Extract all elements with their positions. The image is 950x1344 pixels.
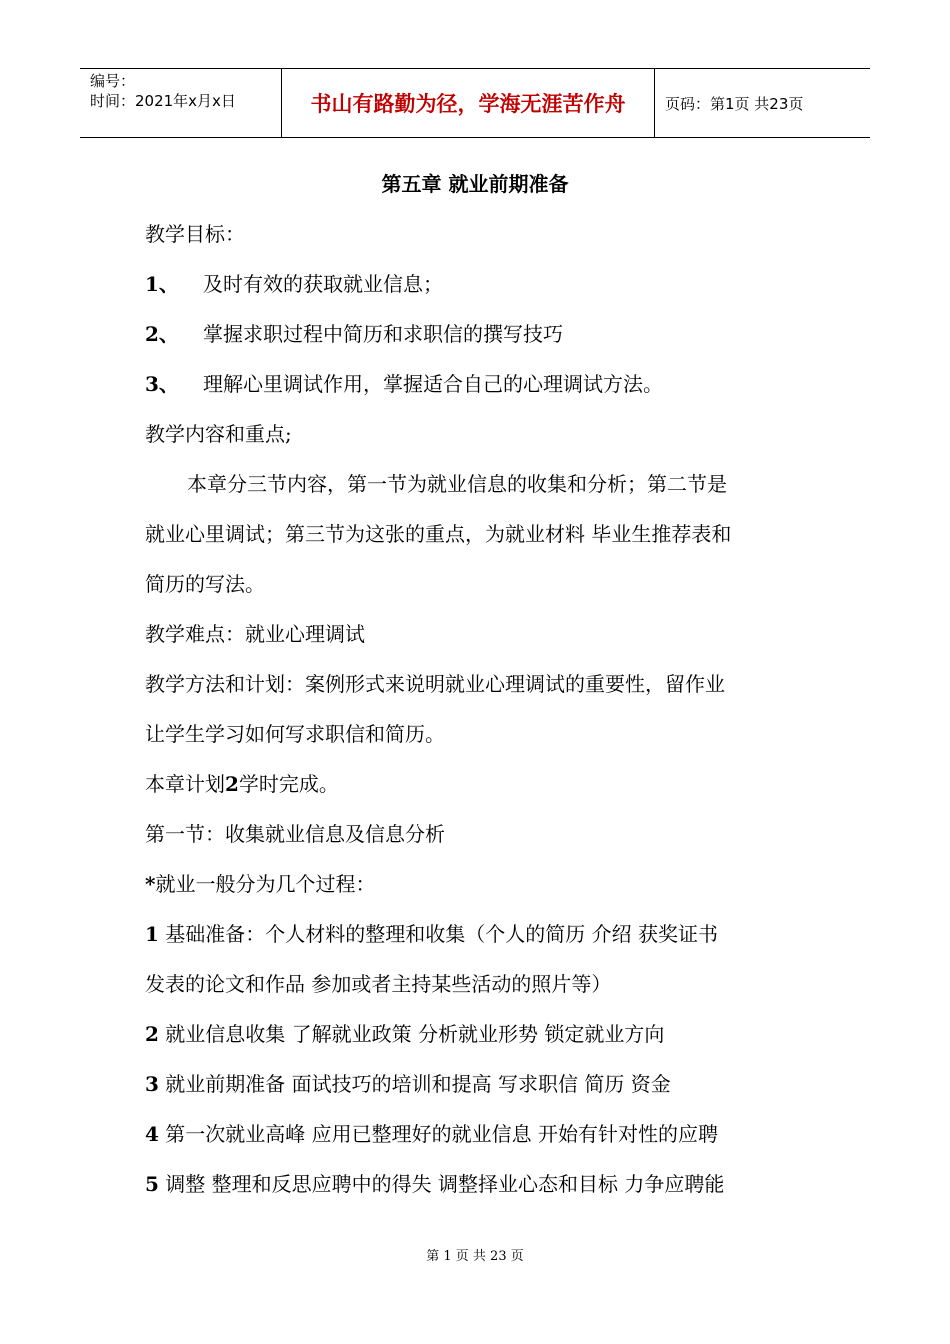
serial-label: 编号：	[90, 72, 136, 90]
method-line: 让学生学习如何写求职信和简历。	[145, 722, 445, 746]
page-footer: 第 1 页 共 23 页	[426, 1249, 524, 1264]
step-item: 3 就业前期准备 面试技巧的培训和提高 写求职信 简历 资金	[145, 1072, 671, 1096]
method-line: 教学方法和计划：案例形式来说明就业心理调试的重要性，留作业	[145, 672, 725, 696]
header-table	[80, 68, 870, 138]
step-item: 4 第一次就业高峰 应用已整理好的就业信息 开始有针对性的应聘	[145, 1122, 718, 1146]
step-item: 1 基础准备：个人材料的整理和收集（个人的简历 介绍 获奖证书	[145, 922, 718, 946]
content-paragraph-line: 本章分三节内容，第一节为就业信息的收集和分析；第二节是	[187, 472, 727, 496]
header-motto: 书山有路勤为径，学海无涯苦作舟	[282, 69, 655, 137]
content-heading: 教学内容和重点;	[145, 422, 292, 446]
process-heading: *就业一般分为几个过程：	[145, 872, 376, 896]
document-body	[145, 159, 815, 1209]
objective-item: 3、 理解心里调试作用，掌握适合自己的心理调试方法。	[145, 372, 663, 396]
plan-line: 本章计划2学时完成。	[145, 772, 339, 796]
time-label: 时间：2021年x月x日	[90, 92, 236, 110]
difficulty-line: 教学难点：就业心理调试	[145, 622, 365, 646]
chapter-title: 第五章 就业前期准备	[381, 172, 569, 196]
objectives-heading: 教学目标：	[145, 222, 245, 246]
step-item-continuation: 发表的论文和作品 参加或者主持某些活动的照片等）	[145, 972, 612, 996]
content-paragraph-line: 就业心里调试；第三节为这张的重点，为就业材料 毕业生推荐表和	[145, 522, 732, 546]
objective-item: 1、 及时有效的获取就业信息；	[145, 272, 443, 296]
step-item: 5 调整 整理和反思应聘中的得失 调整择业心态和目标 力争应聘能	[145, 1172, 725, 1196]
content-paragraph-line: 简历的写法。	[145, 572, 265, 596]
section-heading: 第一节：收集就业信息及信息分析	[145, 822, 445, 846]
header-page-info: 页码：第1页 共23页	[665, 94, 804, 113]
objective-item: 2、 掌握求职过程中简历和求职信的撰写技巧	[145, 322, 563, 346]
header-meta-cell	[80, 69, 282, 137]
step-item: 2 就业信息收集 了解就业政策 分析就业形势 锁定就业方向	[145, 1022, 665, 1046]
